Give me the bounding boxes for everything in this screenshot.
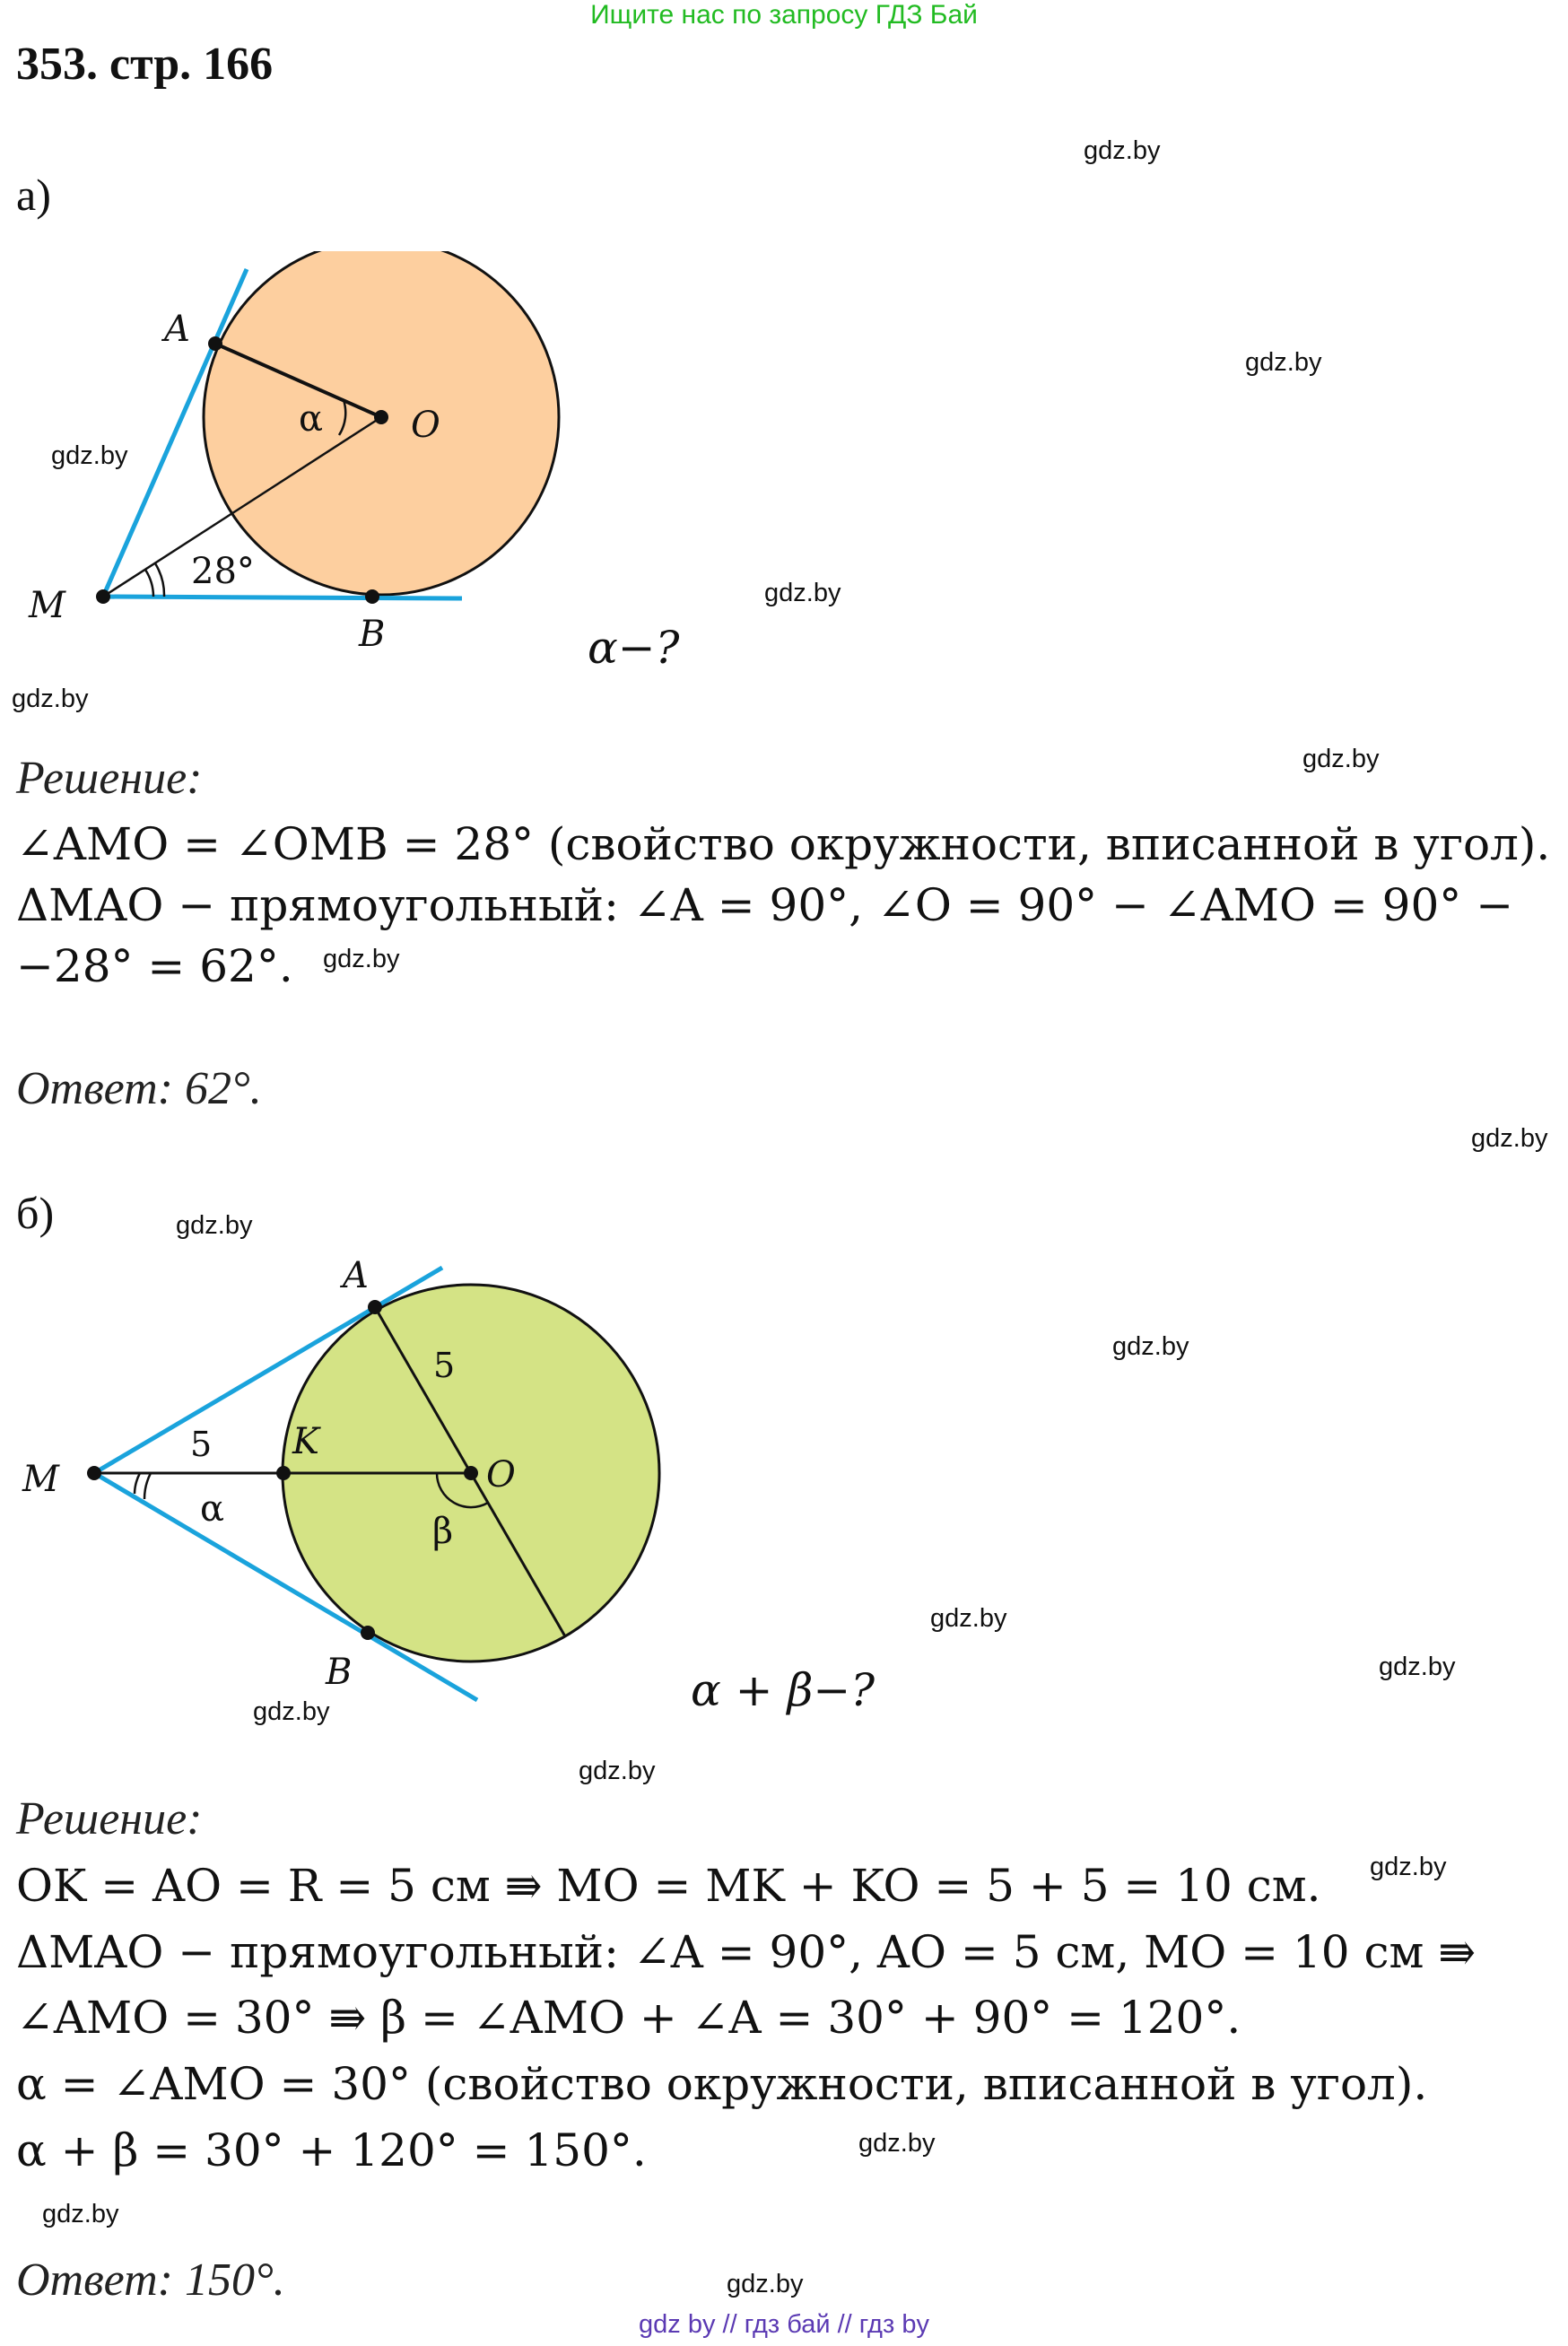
label-m: M (22, 1459, 59, 1500)
problem-heading: 353. стр. 166 (16, 39, 274, 90)
point-b (361, 1626, 375, 1640)
point-a (208, 336, 222, 351)
label-a: A (343, 1255, 369, 1296)
solution-a-line-1: ∠AMO = ∠OMB = 28° (свойство окружности, вписанной в угол). (16, 818, 1551, 870)
solution-b-line-3: ∠AMO = 30° ⇛ β = ∠AMO + ∠A = 30° + 90° = 120°. (16, 1992, 1241, 2044)
angle-arc-28-inner (145, 570, 153, 597)
watermark: gdz.by (930, 1604, 1007, 1633)
watermark: gdz.by (1245, 348, 1322, 377)
solution-label-a: Решение: (16, 753, 203, 804)
watermark: gdz.by (42, 2200, 119, 2228)
part-b-label: б) (16, 1188, 55, 1238)
angle-arc-28-outer (155, 563, 164, 597)
label-a: A (164, 309, 190, 350)
question-a: α−? (588, 622, 680, 674)
tangent-line-mb (103, 597, 462, 598)
solution-b-line-2: ΔMAO − прямоугольный: ∠A = 90°, AO = 5 см, MO = 10 см ⇛ (16, 1926, 1477, 1978)
solution-b-line-5: α + β = 30° + 120° = 150°. (16, 2124, 647, 2176)
label-segment-mk: 5 (190, 1425, 213, 1464)
label-m: M (29, 585, 65, 626)
solution-a-line-3: −28° = 62°. (16, 940, 293, 992)
footer-links[interactable]: gdz by // гдз бай // гдз by (639, 2310, 929, 2339)
label-alpha: α (299, 398, 324, 440)
question-b: α + β−? (691, 1664, 875, 1716)
watermark: gdz.by (176, 1211, 253, 1240)
watermark: gdz.by (1302, 745, 1380, 773)
point-o (374, 410, 388, 424)
label-b: B (326, 1652, 353, 1693)
watermark: gdz.by (858, 2129, 936, 2158)
watermark: gdz.by (51, 441, 128, 470)
point-a (368, 1300, 382, 1314)
watermark: gdz.by (727, 2270, 804, 2298)
point-m (96, 589, 110, 604)
top-search-link[interactable]: Ищите нас по запросу ГДЗ Бай (590, 0, 978, 30)
angle-arc-alpha-inner (135, 1473, 140, 1494)
part-a-label: а) (16, 170, 51, 220)
answer-a: Ответ: 62°. (16, 1063, 262, 1114)
watermark: gdz.by (764, 579, 841, 607)
label-beta: β (432, 1511, 454, 1552)
point-b (365, 589, 379, 604)
point-o (464, 1466, 478, 1480)
watermark: gdz.by (1084, 136, 1161, 165)
solution-b-line-4: α = ∠AMO = 30° (свойство окружности, вписанной в угол). (16, 2058, 1428, 2110)
watermark: gdz.by (1112, 1332, 1189, 1361)
watermark: gdz.by (12, 685, 89, 713)
watermark: gdz.by (579, 1757, 656, 1785)
point-m (87, 1466, 101, 1480)
label-segment-ao: 5 (433, 1346, 456, 1385)
label-k: K (292, 1421, 319, 1462)
label-alpha: α (200, 1488, 225, 1530)
watermark: gdz.by (1471, 1124, 1548, 1153)
label-angle-28: 28° (191, 551, 255, 592)
solution-label-b: Решение: (16, 1793, 203, 1845)
watermark: gdz.by (1370, 1853, 1447, 1881)
watermark: gdz.by (253, 1697, 330, 1726)
solution-b-line-1: OK = AO = R = 5 см ⇛ MO = MK + KO = 5 + 5 = 10 см. (16, 1860, 1321, 1912)
solution-a-line-2: ΔMAO − прямоугольный: ∠A = 90°, ∠O = 90° − ∠AMO = 90° − (16, 879, 1514, 931)
figure-a (0, 251, 628, 682)
watermark: gdz.by (323, 945, 400, 973)
label-o: O (486, 1454, 516, 1496)
label-b: B (359, 614, 386, 655)
figure-b (0, 1238, 682, 1722)
point-k (276, 1466, 291, 1480)
angle-arc-alpha-outer (144, 1473, 151, 1499)
answer-b: Ответ: 150°. (16, 2254, 285, 2306)
watermark: gdz.by (1379, 1653, 1456, 1681)
label-o: O (411, 405, 440, 446)
